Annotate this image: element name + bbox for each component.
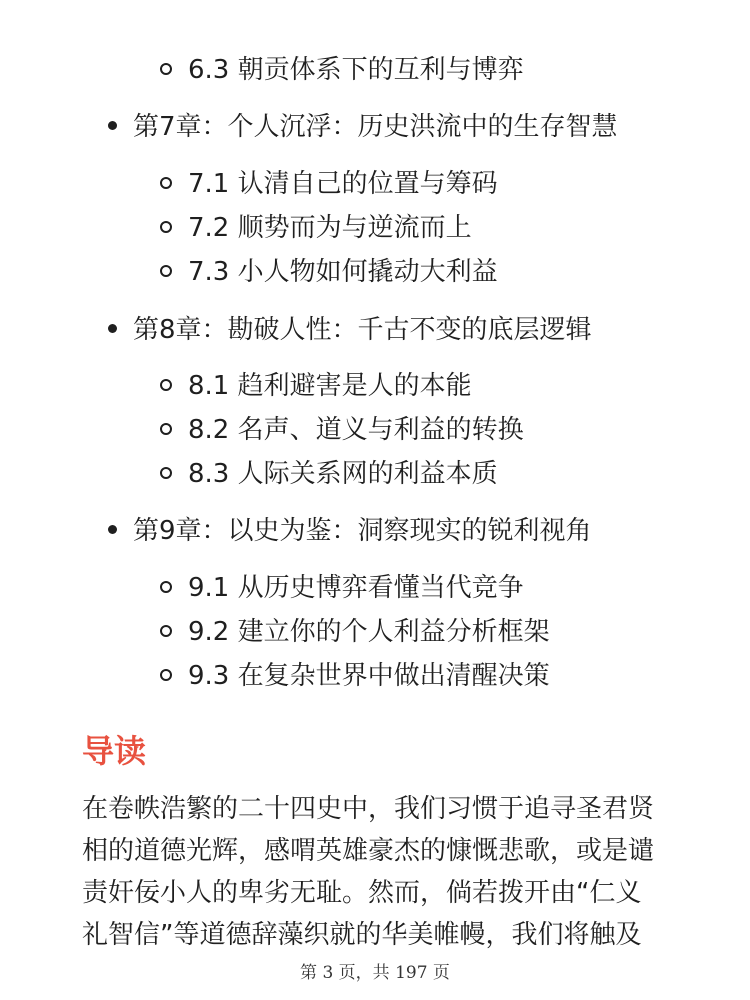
toc-section-label: 9.2 建立你的个人利益分析框架 — [188, 617, 550, 647]
hollow-bullet-icon — [160, 669, 172, 681]
hollow-bullet-icon — [160, 379, 172, 391]
hollow-bullet-icon — [160, 265, 172, 277]
filled-bullet-icon — [108, 525, 117, 534]
toc-section-item[interactable] — [160, 164, 498, 204]
paragraph-line: 相的道德光辉，感喟英雄豪杰的慷慨悲歌，或是谴 — [82, 836, 655, 866]
toc-chapter-item[interactable] — [108, 511, 592, 551]
toc-section-label: 7.3 小人物如何撬动大利益 — [188, 257, 498, 287]
toc-chapter-label: 第8章：勘破人性：千古不变的底层逻辑 — [133, 315, 592, 345]
toc-section-item[interactable] — [160, 366, 472, 406]
toc-section-label: 7.1 认清自己的位置与筹码 — [188, 169, 498, 199]
hollow-bullet-icon — [160, 423, 172, 435]
toc-section-item[interactable] — [160, 612, 550, 652]
hollow-bullet-icon — [160, 625, 172, 637]
toc-section-label: 8.2 名声、道义与利益的转换 — [188, 415, 524, 445]
hollow-bullet-icon — [160, 177, 172, 189]
page-number-footer: 第 3 页，共 197 页 — [300, 963, 450, 983]
hollow-bullet-icon — [160, 581, 172, 593]
toc-chapter-item[interactable] — [108, 107, 618, 147]
intro-paragraph — [82, 788, 672, 956]
filled-bullet-icon — [108, 121, 117, 130]
intro-heading: 导读 — [82, 732, 147, 770]
toc-section-label: 7.2 顺势而为与逆流而上 — [188, 213, 472, 243]
hollow-bullet-icon — [160, 63, 172, 75]
hollow-bullet-icon — [160, 221, 172, 233]
paragraph-line: 在卷帙浩繁的二十四史中，我们习惯于追寻圣君贤 — [82, 794, 655, 824]
toc-chapter-label: 第9章：以史为鉴：洞察现实的锐利视角 — [133, 516, 592, 546]
toc-section-label: 9.1 从历史博弈看懂当代竞争 — [188, 573, 524, 603]
hollow-bullet-icon — [160, 467, 172, 479]
toc-chapter-item[interactable] — [108, 310, 592, 350]
paragraph-line: 礼智信”等道德辞藻织就的华美帷幔，我们将触及 — [82, 920, 642, 950]
toc-section-item[interactable] — [160, 410, 524, 450]
toc-section-label: 8.3 人际关系网的利益本质 — [188, 459, 498, 489]
toc-section-item[interactable] — [160, 568, 524, 608]
filled-bullet-icon — [108, 324, 117, 333]
toc-section-item[interactable] — [160, 208, 472, 248]
paragraph-line: 责奸佞小人的卑劣无耻。然而，倘若拨开由“仁义 — [82, 878, 642, 908]
toc-section-item[interactable] — [160, 454, 498, 494]
toc-section-item[interactable] — [160, 50, 524, 90]
toc-chapter-label: 第7章：个人沉浮：历史洪流中的生存智慧 — [133, 112, 618, 142]
toc-section-label: 6.3 朝贡体系下的互利与博弈 — [188, 55, 524, 85]
toc-section-label: 9.3 在复杂世界中做出清醒决策 — [188, 661, 550, 691]
toc-section-item[interactable] — [160, 252, 498, 292]
toc-section-item[interactable] — [160, 656, 550, 696]
toc-section-label: 8.1 趋利避害是人的本能 — [188, 371, 472, 401]
